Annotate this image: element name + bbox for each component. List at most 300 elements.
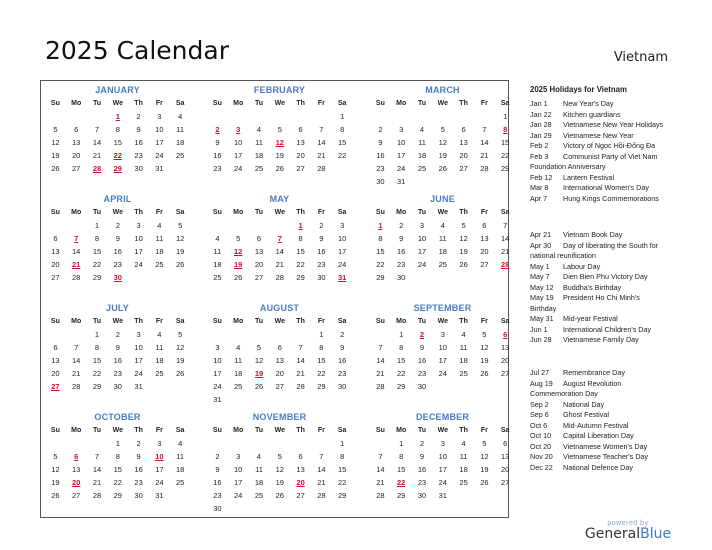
weekday-header: Tu: [417, 209, 427, 216]
empty-cell: [311, 393, 332, 406]
weekday-header: Th: [296, 209, 305, 216]
day-cell: 10: [234, 465, 243, 474]
day-cell: 31: [134, 382, 143, 391]
brand-name-general: General: [584, 526, 641, 542]
day-cell: 30: [397, 273, 406, 282]
day-cell: 21: [92, 151, 102, 160]
day-cell: 23: [213, 491, 222, 500]
holiday-date: Sep 6: [530, 410, 549, 419]
empty-cell: [269, 110, 290, 123]
day-cell: 27: [275, 382, 284, 391]
empty-cell: [474, 110, 495, 123]
day-cell: 31: [397, 177, 406, 186]
day-cell: 13: [296, 138, 305, 147]
day-cell: 20: [501, 465, 510, 474]
day-cell: 13: [72, 465, 81, 474]
empty-cell: [432, 271, 453, 284]
empty-cell: [495, 271, 516, 284]
empty-cell: [474, 489, 495, 502]
day-cell: 24: [155, 478, 164, 487]
empty-cell: [45, 110, 66, 123]
day-cell: 15: [92, 356, 102, 365]
holiday-day-cell: 20: [296, 478, 305, 487]
day-cell: 28: [296, 382, 305, 391]
day-cell: 24: [438, 369, 447, 378]
day-cell: 29: [397, 382, 406, 391]
weekday-header: Su: [375, 318, 385, 325]
holiday-name-continued: Commemoration Day: [530, 389, 598, 398]
holiday-date: Mar 8: [530, 183, 549, 192]
day-cell: 23: [113, 369, 122, 378]
day-cell: 21: [376, 478, 385, 487]
day-cell: 19: [275, 478, 284, 487]
empty-cell: [290, 110, 311, 123]
day-cell: 25: [254, 491, 264, 500]
weekday-header: Mo: [233, 318, 244, 325]
day-cell: 2: [115, 330, 120, 339]
day-grid: [370, 97, 515, 188]
day-cell: 20: [51, 260, 60, 269]
empty-cell: [432, 110, 453, 123]
day-cell: 15: [113, 138, 122, 147]
day-cell: 23: [376, 164, 385, 173]
holiday-name: International Children's Day: [563, 324, 652, 334]
month-march: [370, 83, 515, 188]
day-cell: 30: [134, 164, 143, 173]
empty-cell: [249, 437, 270, 450]
day-cell: 15: [501, 138, 510, 147]
day-cell: 14: [72, 247, 81, 256]
day-cell: 2: [419, 439, 425, 448]
day-cell: 24: [438, 478, 447, 487]
day-cell: 11: [213, 247, 222, 256]
day-cell: 10: [417, 234, 427, 243]
month-february: [207, 83, 352, 175]
day-cell: 14: [376, 356, 385, 365]
day-cell: 24: [417, 260, 427, 269]
day-cell: 29: [397, 491, 406, 500]
weekday-header: Th: [134, 100, 143, 107]
day-cell: 29: [92, 382, 102, 391]
empty-cell: [170, 271, 191, 284]
day-cell: 16: [317, 247, 326, 256]
holiday-item: [530, 141, 663, 152]
holiday-item: [530, 431, 648, 442]
day-cell: 19: [480, 356, 489, 365]
holiday-day-cell: 3: [236, 125, 241, 134]
holiday-item: [530, 452, 648, 463]
day-cell: 17: [417, 247, 427, 256]
day-cell: 22: [296, 260, 305, 269]
holiday-list-title: 2025 Holidays for Vietnam: [530, 85, 627, 94]
day-cell: 27: [459, 164, 468, 173]
month-name: NOVEMBER: [252, 412, 307, 422]
day-cell: 24: [155, 151, 164, 160]
day-cell: 10: [234, 138, 243, 147]
holiday-day-cell: 7: [74, 234, 79, 243]
day-cell: 8: [399, 452, 404, 461]
empty-cell: [290, 502, 311, 515]
day-cell: 1: [115, 439, 120, 448]
holiday-day-cell: 7: [277, 234, 282, 243]
day-cell: 31: [155, 164, 164, 173]
day-cell: 30: [134, 491, 143, 500]
day-cell: 22: [338, 151, 347, 160]
holiday-date: Jul 27: [530, 368, 550, 377]
holiday-name: Mid-year Festival: [563, 314, 618, 323]
powered-by-label: powered by: [607, 520, 649, 527]
holiday-day-cell: 21: [72, 260, 81, 269]
day-cell: 23: [417, 478, 427, 487]
empty-cell: [432, 380, 453, 393]
day-cell: 13: [254, 247, 264, 256]
holiday-date: Aug 19: [530, 378, 553, 388]
weekday-header: Sa: [337, 209, 347, 216]
month-name: MARCH: [425, 85, 460, 95]
holiday-name-continued: national reunification: [530, 251, 596, 260]
day-cell: 27: [296, 491, 305, 500]
day-cell: 14: [376, 465, 385, 474]
weekday-header: Fr: [480, 427, 488, 434]
holiday-day-cell: 19: [254, 369, 264, 378]
day-cell: 28: [317, 164, 326, 173]
day-cell: 29: [317, 382, 326, 391]
weekday-header: We: [112, 209, 123, 216]
weekday-header: Tu: [92, 100, 102, 107]
weekday-header: We: [437, 427, 448, 434]
holiday-name: Vietnam Book Day: [563, 230, 623, 239]
weekday-header: Su: [212, 209, 222, 216]
day-cell: 28: [92, 491, 102, 500]
day-cell: 30: [113, 382, 122, 391]
holiday-day-cell: 12: [234, 247, 243, 256]
day-cell: 4: [236, 343, 241, 352]
weekday-header: Sa: [500, 427, 510, 434]
day-cell: 30: [338, 382, 347, 391]
day-cell: 2: [115, 221, 120, 230]
day-cell: 13: [501, 452, 510, 461]
holiday-name: Kitchen guardians: [563, 109, 621, 119]
day-cell: 26: [480, 369, 489, 378]
day-cell: 12: [480, 452, 489, 461]
weekday-header: Su: [212, 318, 222, 325]
empty-cell: [370, 437, 391, 450]
day-cell: 10: [134, 234, 143, 243]
day-cell: 17: [338, 247, 347, 256]
empty-cell: [128, 271, 149, 284]
holiday-date: Jan 1: [530, 99, 548, 108]
holiday-item: [530, 110, 663, 121]
day-cell: 10: [134, 343, 143, 352]
holiday-date: Sep 2: [530, 399, 549, 409]
day-cell: 4: [256, 125, 262, 134]
day-cell: 20: [72, 151, 81, 160]
empty-cell: [412, 110, 433, 123]
empty-cell: [228, 393, 249, 406]
day-cell: 15: [376, 247, 385, 256]
day-cell: 22: [317, 369, 326, 378]
day-cell: 18: [438, 247, 447, 256]
day-cell: 21: [72, 369, 81, 378]
empty-cell: [453, 175, 474, 188]
day-cell: 28: [376, 491, 385, 500]
day-cell: 4: [178, 112, 183, 121]
empty-cell: [290, 393, 311, 406]
day-cell: 5: [53, 125, 58, 134]
day-cell: 1: [399, 439, 404, 448]
day-cell: 9: [115, 234, 120, 243]
empty-cell: [474, 175, 495, 188]
holiday-item: [530, 410, 648, 421]
empty-cell: [269, 328, 290, 341]
holiday-item: [530, 241, 658, 252]
holiday-name: Day of liberating the South for: [563, 240, 659, 250]
day-cell: 1: [503, 112, 508, 121]
holiday-day-cell: 22: [397, 478, 406, 487]
empty-cell: [45, 219, 66, 232]
day-cell: 6: [53, 234, 58, 243]
day-cell: 26: [438, 164, 447, 173]
holiday-item: [530, 421, 648, 432]
empty-cell: [495, 175, 516, 188]
day-cell: 9: [136, 452, 141, 461]
day-grid: [370, 206, 515, 284]
day-cell: 27: [254, 273, 264, 282]
weekday-header: Tu: [417, 318, 427, 325]
day-cell: 27: [501, 478, 510, 487]
day-cell: 20: [51, 369, 60, 378]
day-cell: 10: [338, 234, 347, 243]
holiday-day-cell: 28: [501, 260, 510, 269]
day-cell: 3: [236, 452, 241, 461]
holiday-date: May 7: [530, 272, 550, 281]
day-cell: 25: [155, 260, 164, 269]
day-cell: 12: [480, 343, 489, 352]
day-cell: 29: [92, 273, 102, 282]
day-cell: 16: [134, 465, 143, 474]
day-cell: 22: [338, 478, 347, 487]
empty-cell: [149, 271, 170, 284]
day-cell: 15: [397, 465, 406, 474]
weekday-header: Sa: [175, 427, 185, 434]
weekday-header: Th: [296, 318, 305, 325]
holiday-group: [530, 230, 658, 346]
holiday-date: Oct 20: [530, 441, 552, 451]
day-cell: 19: [438, 151, 447, 160]
day-cell: 9: [340, 343, 345, 352]
empty-cell: [269, 437, 290, 450]
empty-cell: [412, 271, 433, 284]
weekday-header: Fr: [155, 100, 163, 107]
day-cell: 22: [113, 478, 122, 487]
day-cell: 2: [378, 125, 383, 134]
day-cell: 7: [298, 343, 303, 352]
day-cell: 25: [417, 164, 427, 173]
day-cell: 17: [397, 151, 406, 160]
holiday-name: International Women's Day: [563, 183, 649, 192]
day-cell: 18: [176, 138, 185, 147]
holiday-item: [530, 131, 663, 142]
day-cell: 30: [376, 177, 385, 186]
calendar-grid: [40, 80, 509, 518]
day-cell: 7: [378, 452, 383, 461]
weekday-header: Tu: [92, 209, 102, 216]
weekday-header: Sa: [337, 427, 347, 434]
weekday-header: Mo: [233, 427, 244, 434]
day-cell: 25: [155, 369, 164, 378]
day-cell: 6: [461, 125, 466, 134]
weekday-header: We: [437, 209, 448, 216]
day-cell: 9: [136, 125, 141, 134]
empty-cell: [249, 110, 270, 123]
day-cell: 20: [296, 151, 305, 160]
holiday-name: August Revolution: [563, 378, 622, 388]
empty-cell: [453, 110, 474, 123]
weekday-header: Tu: [254, 100, 264, 107]
month-name: DECEMBER: [415, 412, 470, 422]
day-cell: 25: [176, 478, 185, 487]
empty-cell: [474, 380, 495, 393]
weekday-header: Su: [375, 427, 385, 434]
holiday-day-cell: 6: [74, 452, 79, 461]
day-cell: 14: [72, 356, 81, 365]
empty-cell: [332, 502, 353, 515]
day-cell: 27: [72, 164, 81, 173]
holiday-item: [530, 293, 658, 304]
empty-cell: [170, 380, 191, 393]
day-cell: 20: [275, 369, 284, 378]
day-cell: 3: [440, 439, 445, 448]
holiday-day-cell: 6: [503, 330, 508, 339]
day-cell: 19: [176, 356, 185, 365]
day-cell: 12: [275, 465, 284, 474]
day-cell: 6: [482, 221, 487, 230]
weekday-header: Mo: [71, 209, 82, 216]
day-cell: 18: [155, 356, 164, 365]
day-cell: 7: [319, 125, 324, 134]
day-cell: 10: [397, 138, 406, 147]
month-name: AUGUST: [259, 303, 300, 313]
day-cell: 28: [275, 273, 284, 282]
holiday-day-cell: 2: [215, 125, 220, 134]
day-cell: 12: [438, 138, 447, 147]
day-cell: 19: [51, 151, 60, 160]
day-cell: 8: [340, 125, 345, 134]
generalblue-logo[interactable]: [583, 520, 673, 542]
empty-cell: [332, 162, 353, 175]
day-cell: 23: [134, 478, 143, 487]
weekday-header: Fr: [155, 427, 163, 434]
day-grid: [207, 97, 352, 175]
weekday-header: Sa: [175, 318, 185, 325]
empty-cell: [228, 502, 249, 515]
day-cell: 6: [74, 125, 79, 134]
weekday-header: Tu: [254, 318, 264, 325]
day-cell: 4: [440, 221, 445, 230]
day-cell: 17: [155, 465, 164, 474]
month-name: JULY: [106, 303, 129, 313]
day-cell: 2: [340, 330, 345, 339]
holiday-date: Nov 20: [530, 452, 553, 461]
empty-cell: [87, 110, 108, 123]
day-cell: 27: [296, 164, 305, 173]
holiday-name: Ghost Festival: [563, 410, 609, 419]
month-july: [45, 301, 190, 393]
day-cell: 19: [480, 465, 489, 474]
day-cell: 13: [296, 465, 305, 474]
month-april: [45, 192, 190, 284]
weekday-header: Fr: [480, 318, 488, 325]
day-cell: 8: [340, 452, 345, 461]
day-cell: 11: [234, 356, 243, 365]
day-cell: 23: [213, 164, 222, 173]
empty-cell: [290, 437, 311, 450]
day-cell: 18: [213, 260, 222, 269]
day-cell: 31: [213, 395, 222, 404]
brand-name: [583, 526, 673, 542]
holiday-day-cell: 8: [503, 125, 508, 134]
empty-cell: [495, 489, 516, 502]
weekday-header: Sa: [500, 209, 510, 216]
day-grid: [207, 315, 352, 406]
month-name: SEPTEMBER: [413, 303, 472, 313]
weekday-header: Sa: [175, 209, 185, 216]
holiday-day-cell: 29: [113, 164, 122, 173]
day-cell: 19: [275, 151, 284, 160]
month-june: [370, 192, 515, 284]
holiday-name: Vietnamese Family Day: [563, 335, 639, 344]
day-cell: 24: [134, 369, 143, 378]
empty-cell: [370, 328, 391, 341]
month-august: [207, 301, 352, 406]
holiday-name-continued: Birthday: [530, 303, 557, 313]
day-cell: 28: [72, 273, 81, 282]
holiday-name: President Ho Chi Minh's: [563, 293, 640, 302]
weekday-header: Fr: [317, 318, 325, 325]
day-grid: [45, 206, 190, 284]
weekday-header: Sa: [500, 318, 510, 325]
empty-cell: [228, 437, 249, 450]
holiday-day-cell: 22: [113, 151, 122, 160]
empty-cell: [207, 328, 228, 341]
day-cell: 22: [376, 260, 385, 269]
holiday-name: New Year's Day: [563, 99, 614, 108]
day-cell: 5: [461, 221, 466, 230]
empty-cell: [249, 393, 270, 406]
day-cell: 16: [213, 478, 222, 487]
day-cell: 21: [480, 151, 489, 160]
day-cell: 24: [213, 382, 222, 391]
day-cell: 11: [155, 343, 164, 352]
holiday-item: [530, 335, 658, 346]
day-cell: 8: [94, 234, 100, 243]
day-cell: 1: [94, 221, 100, 230]
day-cell: 2: [215, 452, 220, 461]
day-cell: 11: [255, 465, 263, 474]
weekday-header: We: [112, 100, 123, 107]
day-cell: 25: [459, 369, 468, 378]
day-cell: 9: [419, 452, 425, 461]
holiday-date: May 19: [530, 293, 554, 302]
day-cell: 17: [438, 356, 447, 365]
day-cell: 2: [136, 439, 141, 448]
day-cell: 12: [459, 234, 468, 243]
day-cell: 26: [480, 478, 489, 487]
day-cell: 15: [92, 247, 102, 256]
day-cell: 11: [255, 138, 263, 147]
day-cell: 7: [482, 125, 487, 134]
day-cell: 26: [459, 260, 468, 269]
